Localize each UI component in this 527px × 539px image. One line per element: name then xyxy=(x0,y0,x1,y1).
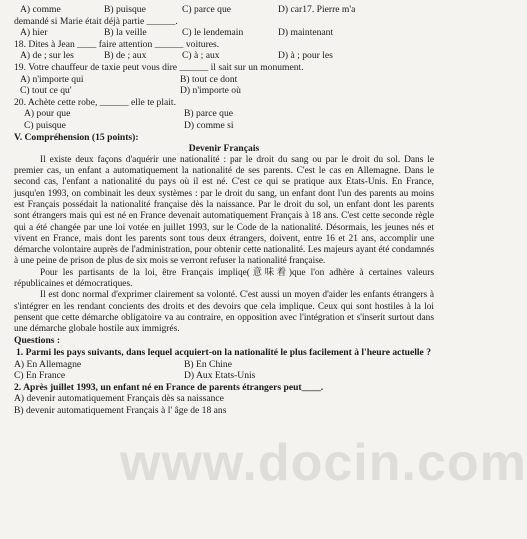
q19-option-d: D) n'importe où xyxy=(180,85,241,97)
q19-text: 19. Votre chauffeur de taxie peut vous dire ______ il sait sur un monument. xyxy=(14,61,304,73)
q17b-option-d: D) maintenant xyxy=(278,27,334,39)
q1-option-c: C) En France xyxy=(14,370,66,382)
questions-label: Questions : xyxy=(14,335,61,347)
q17-option-b: B) puisque xyxy=(104,4,146,15)
q1-option-d: D) Aux Etats-Unis xyxy=(184,370,256,382)
q2-option-a: A) devenir automatiquement Français dès sa naissance xyxy=(14,393,224,405)
q17b-option-a: A) hier xyxy=(20,27,48,39)
q19-options-row1 xyxy=(14,74,434,86)
q2-option-b: B) devenir automatiquement Français à l' âge de 18 ans xyxy=(14,405,227,417)
q17-continuation: demandé si Marie était déjà partie ______. xyxy=(14,15,178,27)
q20-options-row1 xyxy=(14,108,434,120)
q19-options-row2 xyxy=(14,85,434,97)
q17-option-d: D) car17. Pierre m'a xyxy=(278,4,356,15)
q17b-option-c: C) le lendemain xyxy=(182,27,244,39)
q18-option-c: C) à ; aux xyxy=(182,50,220,62)
q18-options xyxy=(14,50,434,62)
section-heading: V. Compréhension (15 points): xyxy=(14,131,139,143)
q18-option-d: D) à ; pour les xyxy=(278,50,333,62)
watermark: www.docin.com xyxy=(120,434,527,492)
q17-option-c: C) parce que xyxy=(182,4,232,15)
paragraph-2: Pour les partisants de la loi, être Français impliqe(意味着)que l'on adhère à certaines valeurs républicaines et démocratiques. xyxy=(14,267,434,289)
passage-title: Devenir Français xyxy=(188,143,260,155)
q19-option-c: C) tout ce qu' xyxy=(20,85,72,97)
q17b-option-b: B) la veille xyxy=(104,27,147,39)
q19-option-b: B) tout ce dont xyxy=(180,73,238,85)
q17-options-2 xyxy=(14,27,434,39)
q20-option-b: B) parce que xyxy=(184,108,234,120)
q18-option-b: B) de ; aux xyxy=(104,50,147,62)
paragraph-3: Il est donc normal d'exprimer clairement sa volonté. C'est aussi un moyen d'aider les enfants étrangers à s'intégrer en les rendant concients des droits et des devoirs que cela implique. Ceux qui sont hostiles à la loi pensent que cette démarche obligatoire va au contraire, en opposition avec l'intégration et s'inserit surtout dans une démarche globale hostile aux immigrés. xyxy=(14,290,434,335)
q20-options-row2 xyxy=(14,120,434,132)
q20-option-a: A) pour que xyxy=(24,108,71,120)
q17-option-a: A) comme xyxy=(20,4,61,15)
q20-option-c: C) puisque xyxy=(24,119,66,131)
question-2: 2. Après juillet 1993, un enfant né en France de parents étrangers peut____. xyxy=(14,381,324,393)
q18-text: 18. Dites à Jean ____ faire attention ______ voitures. xyxy=(14,38,220,50)
question-1: 1. Parmi les pays suivants, dans lequel acquiert-on la nationalité le plus facilement à l'heure actuelle ? xyxy=(16,347,432,359)
q18-option-a: A) de ; sur les xyxy=(20,50,74,62)
q19-option-a: A) n'importe qui xyxy=(20,73,84,85)
q1-options-row1 xyxy=(14,359,434,371)
q20-option-d: D) comme si xyxy=(184,119,234,131)
q20-text: 20. Achète cette robe, ______ elle te plait. xyxy=(14,96,176,108)
q1-option-a: A) En Allemagne xyxy=(14,358,82,370)
q17-options xyxy=(14,4,434,16)
q1-options-row2 xyxy=(14,370,434,382)
paragraph-1: Il existe deux façons d'aquérir une nationalité : par le droit du sang ou par le droit du sol. Dans le premier cas, un enfant a automatiquement la nationalité de ses parents. C'est le cas en Allemagne. Dans le second cas, l'enfant a nationalité du pays où il est né. C'est ce qui se pratique aux Etats-Unis. En France, jusqu'en 1993, on combinait les deux systèmes : par le droit du sang, un enfant dont l'un des parents au moins est Français possédait la nationalité française dès la naissance. Par le droit du sol, un enfant dont les parents sont étrangers mais qui est né en France devenait automatiquement Français à 18 ans. C'est cette seconde règle qui a été changée par une loi votée en juillet 1993, sur le Code de la nationalité. Désormais, les jeunes nés et vivent en France, mais dont les parents sont tous deux étrangers, doivent, entre 16 et 21 ans, accomplir une démarche volontaire auprès de l'administration, pour obtenir cette nationalité. Les majeurs ayant été condamnés à une peine de prison de plus de six mois se verront refuser la nationalité française. xyxy=(14,154,434,267)
q1-option-b: B) En Chine xyxy=(184,358,232,370)
